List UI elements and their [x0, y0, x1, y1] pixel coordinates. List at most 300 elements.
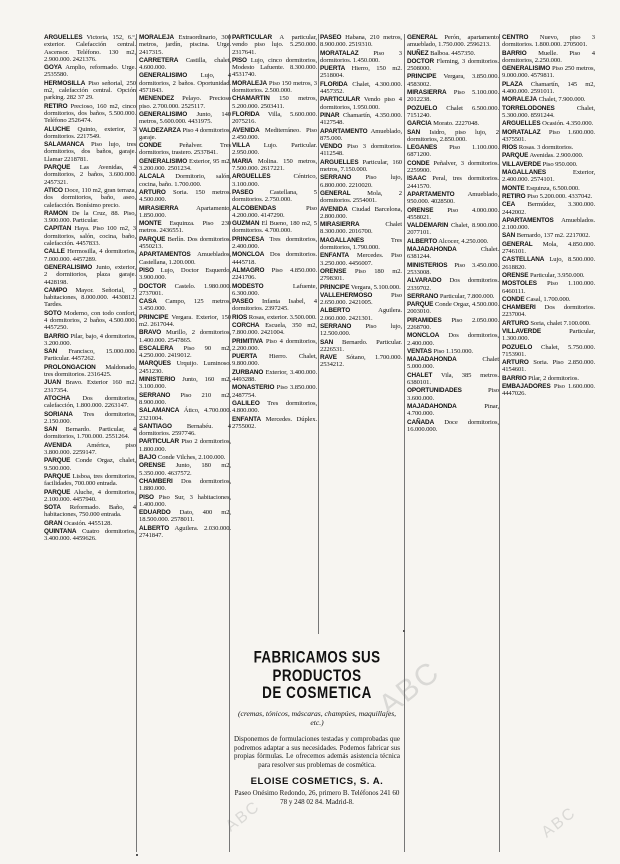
- classified-ad: [502, 96, 595, 103]
- ad-text: Exterior, 3.400.000. 4493288.: [232, 368, 317, 384]
- classified-ad: [502, 217, 595, 232]
- ad-keyword: VILLAVERDE: [502, 160, 542, 168]
- ad-text: Piso 950.000.: [542, 160, 578, 168]
- ad-keyword: CAÑADA: [407, 418, 435, 426]
- ad-keyword: ALBERTO: [139, 524, 170, 532]
- abc-watermark: ABC: [538, 803, 580, 842]
- classified-ad: [139, 454, 231, 461]
- ad-text: Casal, 1.700.000.: [526, 295, 571, 303]
- ad-text: Chalet 6.500.000. 7151240.: [407, 104, 499, 119]
- ad-text: Piso 4 dormitorios, garaje.: [139, 126, 231, 141]
- classified-ad: [232, 369, 317, 384]
- ad-keyword: MENENDEZ: [139, 95, 175, 103]
- ad-text: Chalet. 6381244.: [407, 246, 499, 261]
- ad-text: Castilla, chalet, 4.600.000.: [139, 56, 231, 72]
- classified-column-1: [44, 34, 136, 852]
- ad-text: Infanta Isabel, 4 dormitorios. 2397245.: [232, 298, 317, 313]
- classified-ad: [139, 57, 231, 72]
- ad-keyword: ISAAC: [407, 175, 427, 183]
- classified-ad: [502, 120, 595, 127]
- classified-ad: [320, 268, 402, 283]
- ad-keyword: VILLA: [232, 142, 250, 150]
- classified-ad: [232, 95, 317, 110]
- ad-text: Peñalver. Tres dormitorios, trastero. 2537841.: [139, 142, 231, 157]
- classified-ad: [502, 193, 595, 200]
- classified-ad: [44, 141, 136, 163]
- classified-ad: [502, 144, 595, 151]
- ad-keyword: MAGALLANES: [502, 169, 547, 177]
- ad-text: Isidro, piso lujo, 2 dormitorios, 2.850.000.: [407, 128, 499, 143]
- ad-text: Piso 2.650.000. 2421005.: [320, 291, 402, 307]
- ad-text: Lujo, cinco dormitorios, Modesto Lafuente. 8.300.000. 4531740.: [232, 56, 317, 79]
- ad-text: A particular, vendo piso lujo. 5.250.000. 2317641.: [232, 34, 317, 56]
- classified-ad: [139, 34, 231, 56]
- classified-ad: [139, 423, 231, 438]
- classified-ad: [407, 222, 499, 237]
- ad-body: Disponemos de formulaciones testadas y comprobadas que podremos adaptar a sus necesidades. Podemos fabricar sus propias fórmulas. Le ofrecemos además asistencia técnica para resolver sus problemas de cosmética.: [234, 735, 400, 769]
- classified-column-5: [407, 34, 499, 852]
- ad-text: Ciudad Barcelona, 2.800.000.: [320, 205, 402, 220]
- classified-ad: [320, 323, 402, 338]
- classified-ad: [407, 34, 499, 49]
- classified-ad: [232, 338, 317, 353]
- classified-ad: [139, 142, 231, 157]
- classified-ad: [139, 283, 231, 298]
- classified-ad: [44, 473, 136, 488]
- classified-ad: [44, 379, 136, 394]
- classified-ad: [407, 129, 499, 144]
- classified-ad: [502, 169, 595, 184]
- ad-keyword: SAN: [502, 232, 516, 240]
- ad-text: Ocasión. 4455128.: [63, 519, 112, 527]
- ad-text: Murillo, 2 dormitorios, 1.400.000. 2547865.: [139, 329, 231, 344]
- ad-keyword: MAJADAHONDA: [407, 356, 457, 364]
- ad-keyword: ALMAGRO: [232, 266, 265, 274]
- ad-keyword: ZURBANO: [232, 368, 264, 376]
- ad-text: Molina. 150 metros, 7.500.000. 2617221.: [232, 157, 317, 173]
- ad-text: Junto, 160 m2, 3.100.000.: [139, 376, 231, 391]
- ad-text: Particular, 1.300.000.: [502, 327, 595, 343]
- classified-ad: [320, 112, 402, 127]
- ad-keyword: ALUCHE: [44, 125, 71, 133]
- ad-keyword: RIOS: [232, 313, 248, 321]
- ad-keyword: RETIRO: [44, 102, 68, 110]
- ad-keyword: MORATALAZ: [502, 128, 541, 136]
- ad-keyword: PIRAMIDES: [407, 316, 442, 324]
- ad-keyword: VALDEZARZA: [139, 126, 181, 134]
- ad-subtitle: (cremas, tónicos, máscaras, champúes, maquillajes, etc.): [237, 709, 397, 727]
- classified-ad: [407, 105, 499, 120]
- ad-text: Piso 150 metros, 3 dormitorios. 2.500.000.: [232, 79, 317, 95]
- ad-text: Junto, exterior, 2 dormitorios, plaza garaje. 4428198.: [44, 263, 136, 286]
- ad-text: Piso 5.200.000. 4337042.: [527, 192, 593, 200]
- ad-keyword: CHAMBERI: [502, 304, 536, 312]
- classified-ad: [407, 372, 499, 387]
- ad-keyword: PASEO: [320, 34, 342, 41]
- ad-keyword: SERRANO: [139, 391, 171, 399]
- classified-ad: [320, 159, 402, 174]
- classified-ad: [407, 207, 499, 222]
- ad-keyword: MAGALLANES: [320, 236, 365, 244]
- ad-text: Amueblado, 875.000.: [320, 127, 402, 142]
- ad-keyword: BARRIO: [44, 332, 69, 340]
- column-rule: [318, 34, 319, 634]
- classified-ad: [232, 34, 317, 56]
- ad-text: Dormitorio, salón, cocina, baño. 1.700.000.: [139, 173, 231, 188]
- ad-keyword: CASTELLANA: [502, 256, 545, 264]
- ad-text: Habana, 210 metros, 8.900.000. 2519310.: [320, 34, 402, 49]
- ad-text: Junto, 140 metros, 5.600.000. 4431975.: [139, 110, 231, 126]
- ad-keyword: PRINCIPE: [320, 283, 350, 291]
- ad-text: Extraordinario, 300 metros, jardín, piscina. Urge. 2417315.: [139, 34, 231, 56]
- ad-text: Peñalver, 3 dormitorios. 2259900.: [407, 159, 499, 175]
- ad-text: Pelayo. Precioso piso. 2.700.000. 2525117.: [139, 95, 231, 110]
- ad-text: Morato. 2227048.: [433, 120, 480, 128]
- ad-text: Piso lujo, 6.800.000. 2210020.: [320, 174, 402, 189]
- ad-keyword: ARTURO: [502, 319, 529, 327]
- ad-text: Piso 1.150.000.: [433, 347, 473, 355]
- classified-ad: [407, 73, 499, 88]
- ad-keyword: MINISTERIO: [139, 376, 176, 384]
- classified-ad: [44, 287, 136, 309]
- ad-text: Piso lujo, tres dormitorios, dos baños, garaje. Llamar 2218781.: [44, 141, 136, 163]
- abc-watermark: ABC: [222, 797, 264, 836]
- ad-text: Piso 1.100.000. 6460111.: [502, 280, 595, 295]
- ad-keyword: CONDE: [502, 295, 525, 303]
- ad-keyword: MIRASIERRA: [320, 221, 360, 229]
- ad-text: Bravo. Exterior 160 m2. 2317354.: [44, 379, 136, 394]
- ad-text: Chalet, 8.900.000. 2077101.: [407, 222, 499, 237]
- classified-ad: [139, 407, 231, 422]
- ad-keyword: AVENIDA: [320, 205, 348, 213]
- classified-ad: [407, 387, 499, 402]
- classified-ad: [44, 80, 136, 102]
- classified-ad: [232, 267, 317, 282]
- classified-ad: [44, 310, 136, 332]
- classified-ad: [320, 354, 402, 369]
- classified-ad: [407, 262, 499, 277]
- classified-ad: [139, 72, 231, 94]
- ad-keyword: GRAN: [44, 519, 63, 527]
- ad-keyword: GENERAL: [502, 240, 533, 248]
- ad-keyword: CHAMBERI: [139, 477, 173, 485]
- classified-ad: [44, 348, 136, 363]
- ad-keyword: CONDE: [407, 159, 430, 167]
- ad-keyword: CAPITAN: [44, 225, 72, 233]
- cosmetics-advertisement: [232, 636, 402, 852]
- ad-text: Moderno, con todo confort, 4 dormitorios, 2 baños, 4.500.000. 4457250.: [44, 309, 136, 332]
- ad-keyword: ALCOBENDAS: [232, 204, 277, 212]
- classified-ad: [139, 251, 231, 266]
- ad-keyword: MORATALAZ: [320, 49, 359, 57]
- ad-text: Mercedes. Piso 3.250.000. 4456007.: [320, 252, 402, 267]
- ad-keyword: ARGUELLES: [232, 173, 271, 181]
- classified-ad: [502, 34, 595, 49]
- ad-text: Chamartín, 4.350.000. 4127548.: [320, 111, 402, 127]
- ad-keyword: SALAMANCA: [44, 141, 85, 149]
- ad-text: Bernardo. Particular. 2226531.: [320, 338, 402, 353]
- classified-ad: [502, 65, 595, 80]
- ad-address: Paseo Onésimo Redondo, 26, primero B. Teléfonos 241 60 78 y 248 02 84. Madrid-8.: [234, 789, 400, 806]
- ad-keyword: PRINCIPE: [139, 313, 169, 321]
- ad-keyword: BARRIO: [502, 374, 527, 382]
- ad-text: Piso 3.600.000.: [407, 387, 499, 402]
- ad-keyword: SAN: [44, 426, 58, 434]
- classified-ad: [407, 403, 499, 418]
- ad-text: Dato, 400 m2, 18.500.000. 2578011.: [139, 509, 231, 524]
- ad-text: Alcocer, 4.250.000.: [438, 237, 489, 245]
- ad-keyword: JUAN: [44, 379, 61, 387]
- ad-text: Urquijo. Luminoso. 2451230.: [139, 360, 231, 375]
- ad-text: Piso 4 dormitorios, 2.200.000.: [232, 337, 317, 352]
- ad-text: Piso 4.850.000. 2241706.: [232, 266, 317, 282]
- ad-keyword: TORRELODONES: [502, 104, 555, 112]
- ad-text: Mola, 4.850.000. 2746101.: [502, 240, 595, 256]
- classified-ad: [407, 238, 499, 245]
- classified-ad: [232, 283, 317, 298]
- ad-keyword: PARTICULAR: [320, 96, 361, 104]
- ad-keyword: MORALEJA: [502, 96, 538, 104]
- classified-ad: [502, 152, 595, 159]
- classified-ad: [44, 248, 136, 263]
- ad-keyword: GENERALISIMO: [139, 72, 188, 80]
- ad-keyword: OPORTUNIDADES: [407, 387, 462, 395]
- classified-ad: [139, 392, 231, 407]
- ad-text: Piso 4.200.000. 4147290.: [232, 204, 317, 219]
- ad-text: Chamartín, 145 m2, 4.400.000. 2591011.: [502, 80, 595, 96]
- ad-text: Berlín. Dos dormitorios. 4550213.: [139, 235, 231, 251]
- ad-text: Lujo, 8.500.000. 2618820.: [502, 256, 595, 271]
- ad-text: Piso 3.450.000. 2533008.: [407, 261, 499, 276]
- ad-keyword: VENTAS: [407, 347, 432, 355]
- ad-keyword: RIOS: [502, 144, 518, 152]
- ad-keyword: NUÑEZ: [407, 49, 429, 57]
- ad-keyword: ENFANTA: [320, 252, 350, 260]
- ad-keyword: APARTAMENTOS: [502, 216, 554, 224]
- ad-text: Aluche, 4 dormitorios, 2.100.000. 4457940.: [44, 488, 136, 503]
- classified-ad: [320, 50, 402, 65]
- classified-ad: [232, 57, 317, 79]
- ad-keyword: CORCHA: [232, 321, 260, 329]
- ad-text: Chalet, 5.750.000. 7153901.: [502, 343, 595, 358]
- ad-keyword: ATOCHA: [44, 394, 71, 402]
- ad-keyword: SERRANO: [407, 292, 439, 300]
- ad-text: Hierro. Chalet, 9.800.000.: [232, 353, 317, 368]
- ad-text: Chalet, 5.300.000. 8591244.: [502, 104, 595, 119]
- classified-ad: [320, 252, 402, 267]
- ad-keyword: APARTAMENTO: [320, 127, 368, 135]
- ad-text: El Bueno, 180 m2, 5 dormitorios. 4.700.000.: [232, 220, 317, 235]
- classified-ad: [44, 264, 136, 286]
- ad-keyword: GOYA: [44, 64, 62, 72]
- classified-column-2: [139, 34, 231, 852]
- ad-text: Avenidas. 2.900.000.: [529, 152, 584, 160]
- ad-text: Piso Sur, 3 habitaciones, 1.400.000.: [139, 493, 231, 508]
- ad-keyword: ORENSE: [502, 271, 529, 279]
- ad-text: Mayor. Señorial, 7 habitaciones, 8.000.000. 4430812. Tardes.: [44, 286, 136, 309]
- ad-text: Conde Vilches, 2.100.000.: [157, 454, 226, 462]
- ad-keyword: ALBERTO: [407, 237, 438, 245]
- ad-keyword: ORENSE: [320, 267, 347, 275]
- classified-ad: [502, 105, 595, 120]
- classified-ad: [139, 189, 231, 204]
- ad-keyword: EDUARDO: [139, 509, 171, 517]
- ad-text: Esquinza. Piso 230 metros. 2436551.: [139, 220, 231, 235]
- ad-keyword: ATICO: [44, 186, 63, 194]
- ad-keyword: MOSTOLES: [502, 280, 537, 288]
- ad-keyword: DOCTOR: [139, 282, 166, 290]
- ad-keyword: LEGANES: [407, 144, 438, 152]
- classified-ad: [139, 376, 231, 391]
- ad-keyword: SERRANO: [320, 174, 352, 182]
- ad-text: Junto, 180 m2, 5.350.000. 4637572.: [139, 462, 231, 477]
- classified-ad: [139, 298, 231, 313]
- ad-keyword: SANTIAGO: [139, 422, 172, 430]
- ad-text: Piso señorial, 250 m2, calefacción central. Opción parking. 282 37 29.: [44, 79, 136, 102]
- classified-ad: [44, 187, 136, 209]
- ad-text: Apartamento, 1.850.000.: [139, 204, 231, 219]
- ad-keyword: PISO: [232, 56, 247, 64]
- ad-text: Rosas. 3 dormitorios.: [518, 144, 574, 152]
- classified-ad: [320, 34, 402, 49]
- ad-keyword: MONCLOA: [232, 251, 265, 259]
- classified-ad: [502, 185, 595, 192]
- classified-ad: [139, 478, 231, 493]
- ad-keyword: PARQUE: [44, 457, 71, 465]
- classified-ad: [232, 400, 317, 415]
- ad-keyword: PARQUE: [407, 301, 434, 309]
- ad-text: Perón, apartamento amueblado, 1.750.000. 2596213.: [407, 34, 499, 49]
- classified-ad: [139, 329, 231, 344]
- ad-keyword: HERMOSILLA: [44, 79, 86, 87]
- ad-text: Piso 3 dormitorios. 1.450.000.: [320, 49, 402, 64]
- classified-ad: [44, 504, 136, 519]
- ad-keyword: CONDE: [139, 142, 162, 150]
- classified-column-3: [232, 34, 317, 634]
- classified-ad: [232, 384, 317, 399]
- classified-ad: [502, 344, 595, 359]
- ad-headline-2: DE COSMETICA: [262, 683, 372, 702]
- ad-keyword: PINAR: [320, 111, 340, 119]
- ad-text: Dos dormitorios, 1.880.000.: [139, 477, 231, 493]
- ad-keyword: ARTURO: [139, 188, 166, 196]
- classified-ad: [502, 232, 595, 239]
- ad-text: Mediterráneo. Piso 2.450.000.: [232, 126, 317, 141]
- ad-keyword: MAJADAHONDA: [407, 402, 457, 410]
- ad-text: Piso 250 metros, 9.000.000. 4579811.: [502, 65, 595, 80]
- ad-text: Balboa. 4457350.: [430, 49, 476, 57]
- ad-keyword: MONCLOA: [407, 332, 440, 340]
- ad-text: Bernabéu. 4 dormitorios. 2597746.: [139, 422, 231, 438]
- classified-ad: [44, 442, 136, 457]
- classified-ad: [44, 164, 136, 186]
- ad-text: Fleming, 3 dormitorios. 2508000.: [407, 57, 499, 73]
- ad-keyword: GARCIA: [407, 120, 432, 128]
- ad-keyword: VALLEHERMOSO: [320, 291, 373, 299]
- ad-keyword: ENFANTA: [232, 415, 262, 423]
- classified-ad: [502, 81, 595, 96]
- ad-text: Mola, 2 dormitorios. 2554001.: [320, 189, 402, 205]
- ad-keyword: BRAVO: [139, 329, 162, 337]
- ad-text: Sótano, 1.700.000. 2534212.: [320, 354, 402, 369]
- ad-keyword: CAMPO: [44, 286, 68, 294]
- ad-text: Vendo piso 4 dormitorios, 1.950.000.: [320, 96, 402, 111]
- ad-headline: FABRICAMOS SUS PRODUCTOS: [253, 647, 381, 685]
- ad-keyword: PRIMITIVA: [232, 337, 263, 345]
- classified-ad: [139, 525, 231, 540]
- classified-ad: [502, 304, 595, 319]
- ad-text: Piso 3.850.000. 2487754.: [232, 384, 317, 399]
- classified-ad: [139, 267, 231, 282]
- ad-keyword: ARGUELLES: [320, 158, 359, 166]
- ad-keyword: QUINTANA: [44, 528, 77, 535]
- ad-text: Chalet, 4.300.000. 4457352.: [320, 80, 402, 96]
- ad-keyword: RAVE: [320, 354, 337, 362]
- ad-text: Escuela, 350 m2, 7.800.000. 2421004.: [232, 321, 317, 337]
- classified-ad: [44, 225, 136, 247]
- classified-ad: [232, 127, 317, 142]
- ad-keyword: PARQUE: [139, 235, 166, 243]
- ad-text: Exterior, 95 m2, 3.200.000. 2501234.: [139, 157, 231, 173]
- ad-text: Conde Orgaz, 4.500.000. 2003010.: [407, 301, 499, 316]
- classified-ad: [44, 489, 136, 504]
- ad-keyword: PARQUE: [44, 488, 71, 496]
- ad-text: Francisco, 15.000.000. Particular. 4457262.: [44, 348, 136, 363]
- classified-ad: [407, 246, 499, 261]
- ad-keyword: SOTO: [44, 309, 62, 317]
- ad-keyword: PROLONGACION: [44, 363, 96, 371]
- ad-keyword: RAMON: [44, 209, 68, 217]
- classified-ad: [44, 411, 136, 426]
- classified-ad: [232, 251, 317, 266]
- ad-text: Aguilera. 2.060.000. 2421301.: [320, 307, 402, 322]
- ad-text: Amueblados, Castellana, 1.200.000.: [139, 251, 231, 266]
- ad-text: Castelo. 1.980.000. 2737001.: [139, 282, 231, 297]
- ad-keyword: POZUELO: [407, 104, 438, 112]
- ad-keyword: SAN: [44, 348, 58, 356]
- classified-ad: [232, 220, 317, 235]
- classified-ad: [44, 126, 136, 141]
- ad-text: Lisboa, tres dormitorios, facilidades, 700.000 entrada.: [44, 472, 136, 488]
- ad-text: Soria, chalet 7.100.000.: [530, 319, 591, 327]
- ad-keyword: AVENIDA: [232, 126, 260, 134]
- ad-keyword: GENERALISIMO: [139, 157, 188, 165]
- corner-mark: [403, 630, 405, 632]
- ad-keyword: ALBERTO: [320, 307, 351, 315]
- ad-keyword: ARGUELLES: [502, 120, 541, 128]
- ad-text: Céntrico, 3.100.000.: [232, 173, 317, 188]
- classified-ad: [320, 65, 402, 80]
- ad-keyword: APARTAMENTOS: [139, 251, 191, 259]
- ad-keyword: MONTE: [139, 220, 162, 228]
- ad-keyword: PUERTA: [320, 65, 346, 73]
- ad-keyword: SORIANA: [44, 410, 73, 418]
- classified-ad: [502, 359, 595, 374]
- ad-text: Particular, 3.950.000.: [529, 271, 585, 279]
- classified-ad: [232, 80, 317, 95]
- ad-text: Maldonado, tres dormitorios. 2316425.: [44, 363, 136, 379]
- ad-text: Bernardo. Particular, 4 dormitorios, 1.700.000. 2551264.: [44, 426, 136, 441]
- ad-keyword: GALILEO: [232, 399, 260, 407]
- classified-ad: [502, 296, 595, 303]
- ad-text: Exterior, 2.400.000. 2574101.: [502, 169, 595, 184]
- classified-ad: [407, 301, 499, 316]
- ad-keyword: PARTICULAR: [139, 438, 180, 446]
- ad-keyword: ALVARADO: [407, 277, 442, 285]
- classified-ad: [502, 383, 595, 398]
- ad-text: Campo, 125 metros, 3.450.000.: [139, 298, 231, 313]
- classified-ad: [232, 111, 317, 126]
